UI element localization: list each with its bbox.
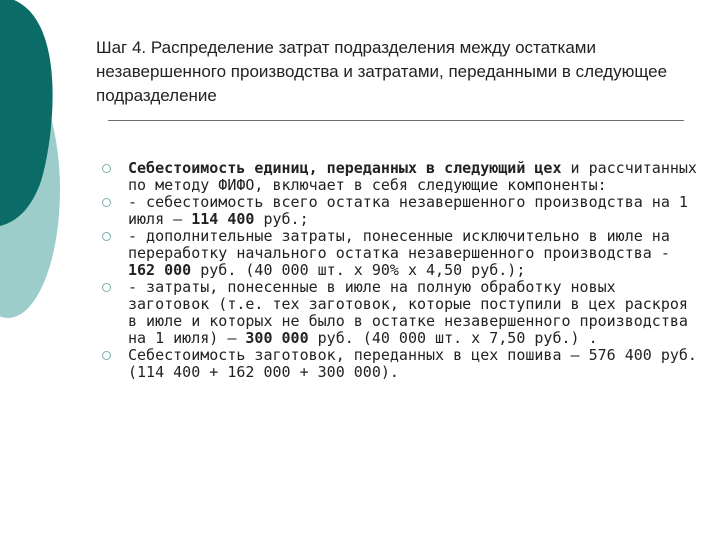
- bullet-bold-text: Себестоимость единиц, переданных в следующий цех: [128, 159, 562, 177]
- bullet-circle-icon: [102, 198, 111, 207]
- slide-title: Шаг 4. Распределение затрат подразделения между остатками незавершенного производства и затратами, переданными в следующее подразделение: [96, 38, 668, 105]
- decorative-background-shapes: [0, 0, 100, 540]
- bullet-circle-icon: [102, 164, 111, 173]
- bullet-circle-icon: [102, 351, 111, 360]
- bullet-bold-text: 114 400: [191, 210, 255, 228]
- bullet-list: [100, 160, 705, 381]
- bullet-item: [100, 194, 705, 228]
- bullet-text: руб. (40 000 шт. х 7,50 руб.) .: [308, 329, 598, 347]
- bullet-item: [100, 347, 705, 381]
- bullet-circle-icon: [102, 283, 111, 292]
- bullet-text: Себестоимость заготовок, переданных в цех пошива – 576 400 руб. (114 400 + 162 000 + 300 000).: [128, 346, 697, 381]
- bullet-text: - дополнительные затраты, понесенные исключительно в июле на переработку начального остатка незавершенного производства -: [128, 227, 670, 262]
- bullet-text: руб. (40 000 шт. х 90% х 4,50 руб.);: [191, 261, 526, 279]
- bullet-item: [100, 279, 705, 347]
- bullet-bold-text: 162 000: [128, 261, 192, 279]
- bullet-text: и рассчитанных по методу ФИФО, включает в себя следующие компоненты:: [128, 159, 697, 194]
- bullet-text: - себестоимость всего остатка незавершенного производства на 1 июля —: [128, 193, 688, 228]
- bullet-circle-icon: [102, 232, 111, 241]
- bullet-text: руб.;: [254, 210, 309, 228]
- bullet-text: - затраты, понесенные в июле на полную обработку новых заготовок (т.е. тех заготовок, которые поступили в цех раскроя в июле и которых не было в остатке незавершенного производства на 1 июля) —: [128, 278, 688, 347]
- title-divider: [108, 120, 684, 121]
- bullet-item: [100, 160, 705, 194]
- bullet-item: [100, 228, 705, 279]
- bullet-bold-text: 300 000: [245, 329, 309, 347]
